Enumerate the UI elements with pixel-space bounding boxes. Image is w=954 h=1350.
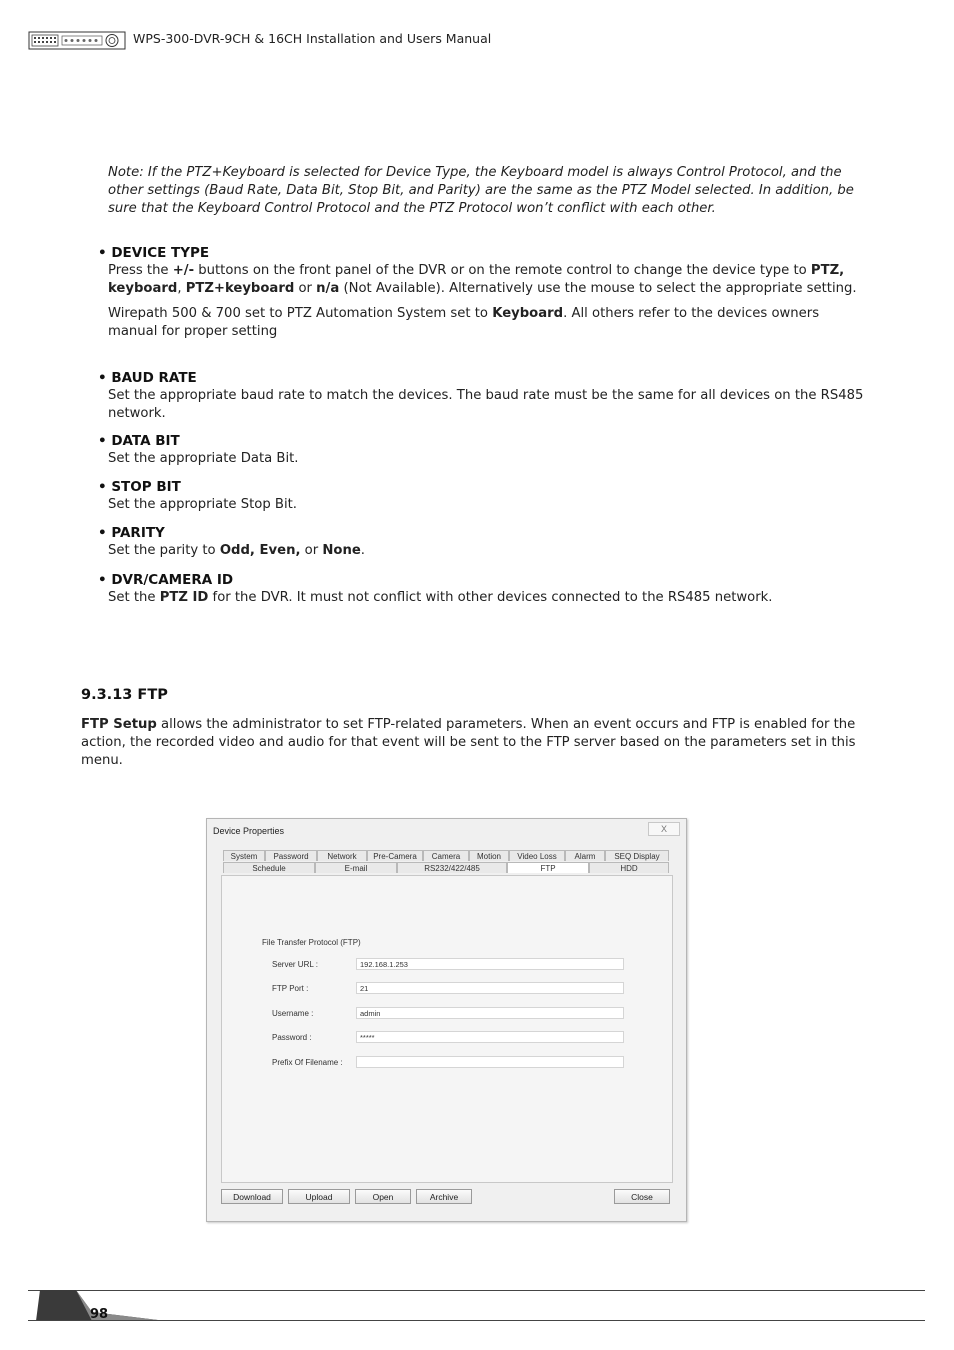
stop-bit-section <box>98 478 868 514</box>
camera-id-section <box>98 571 868 607</box>
server-url-input[interactable]: 192.168.1.253 <box>356 958 624 970</box>
data-bit-text: Set the appropriate Data Bit. <box>108 451 299 466</box>
password-label: Password : <box>272 1033 312 1042</box>
tab-e-mail[interactable]: E-mail <box>315 862 397 873</box>
prefix-of-filename-label: Prefix Of Filename : <box>272 1058 343 1067</box>
archive-button[interactable]: Archive <box>416 1189 472 1204</box>
parity-heading: • PARITY <box>98 525 165 541</box>
stop-bit-heading: • STOP BIT <box>98 479 181 495</box>
footer-rule-bottom <box>28 1320 925 1321</box>
ftp-settings-panel <box>221 875 673 1183</box>
tab-seq-display[interactable]: SEQ Display <box>605 850 669 861</box>
device-type-section <box>98 244 868 340</box>
device-type-heading: • DEVICE TYPE <box>98 245 210 261</box>
tab-network[interactable]: Network <box>317 850 367 861</box>
tab-rs232[interactable]: RS232/422/485 <box>397 862 507 873</box>
ftp-port-label: FTP Port : <box>272 984 309 993</box>
download-button[interactable]: Download <box>221 1189 283 1204</box>
document-header-title: WPS-300-DVR-9CH & 16CH Installation and Users Manual <box>133 31 492 46</box>
tab-camera[interactable]: Camera <box>423 850 469 861</box>
stop-bit-text: Set the appropriate Stop Bit. <box>108 497 297 512</box>
password-input[interactable]: ***** <box>356 1031 624 1043</box>
dialog-title: Device Properties <box>213 826 285 836</box>
prefix-of-filename-input[interactable] <box>356 1056 624 1068</box>
ftp-section-intro: FTP Setup allows the administrator to set FTP-related parameters. When an event occurs and FTP is enabled for the action, the recorded video and audio for that event will be sent to the FTP server based on the parameters set in this menu. <box>81 717 856 768</box>
tab-hdd[interactable]: HDD <box>589 862 669 873</box>
tab-system[interactable]: System <box>223 850 265 861</box>
dvr-device-logo-icon <box>28 29 126 51</box>
baud-rate-section <box>98 369 868 422</box>
open-button[interactable]: Open <box>355 1189 411 1204</box>
tab-schedule[interactable]: Schedule <box>223 862 315 873</box>
device-type-text: Press the +/- buttons on the front panel of the DVR or on the remote control to change the device type to PTZ, keyboard, PTZ+keyboard or n/a (Not Available). Alternatively use the mouse to select the appropriate setting. <box>108 263 857 296</box>
tab-ftp[interactable]: FTP <box>507 862 589 873</box>
page-number: 98 <box>90 1307 109 1322</box>
parity-section <box>98 524 868 560</box>
tab-video-loss[interactable]: Video Loss <box>509 850 565 861</box>
tab-alarm[interactable]: Alarm <box>565 850 605 861</box>
ftp-section-heading: 9.3.13 FTP <box>81 687 168 703</box>
data-bit-heading: • DATA BIT <box>98 433 180 449</box>
camera-id-text: Set the PTZ ID for the DVR. It must not conflict with other devices connected to the RS485 network. <box>108 590 773 605</box>
tab-pre-camera[interactable]: Pre-Camera <box>367 850 423 861</box>
camera-id-heading: • DVR/CAMERA ID <box>98 572 234 588</box>
device-type-wirepath-text: Wirepath 500 & 700 set to PTZ Automation System set to Keyboard. All others refer to the devices owners manual for proper setting <box>108 306 820 339</box>
upload-button[interactable]: Upload <box>288 1189 350 1204</box>
close-button[interactable]: Close <box>614 1189 670 1204</box>
baud-rate-heading: • BAUD RATE <box>98 370 197 386</box>
parity-text: Set the parity to Odd, Even, or None. <box>108 543 365 558</box>
tab-motion[interactable]: Motion <box>469 850 509 861</box>
ftp-port-input[interactable]: 21 <box>356 982 624 994</box>
tabs-row-1 <box>223 850 669 861</box>
server-url-label: Server URL : <box>272 960 318 969</box>
device-properties-dialog <box>206 818 687 1222</box>
data-bit-section <box>98 432 868 468</box>
note-paragraph: Note: If the PTZ+Keyboard is selected for Device Type, the Keyboard model is always Control Protocol, and the other settings (Baud Rate, Data Bit, Stop Bit, and Parity) are the same as the PTZ Model selected. In addition, be sure that the Keyboard Control Protocol and the PTZ Protocol won’t conflict with each other. <box>108 165 854 216</box>
ftp-group-label: File Transfer Protocol (FTP) <box>262 938 361 947</box>
close-icon[interactable]: X <box>648 822 680 836</box>
username-input[interactable]: admin <box>356 1007 624 1019</box>
tabs-row-2 <box>223 862 669 873</box>
username-label: Username : <box>272 1009 314 1018</box>
baud-rate-text: Set the appropriate baud rate to match the devices. The baud rate must be the same for all devices on the RS485 network. <box>108 388 864 421</box>
tab-password[interactable]: Password <box>265 850 317 861</box>
